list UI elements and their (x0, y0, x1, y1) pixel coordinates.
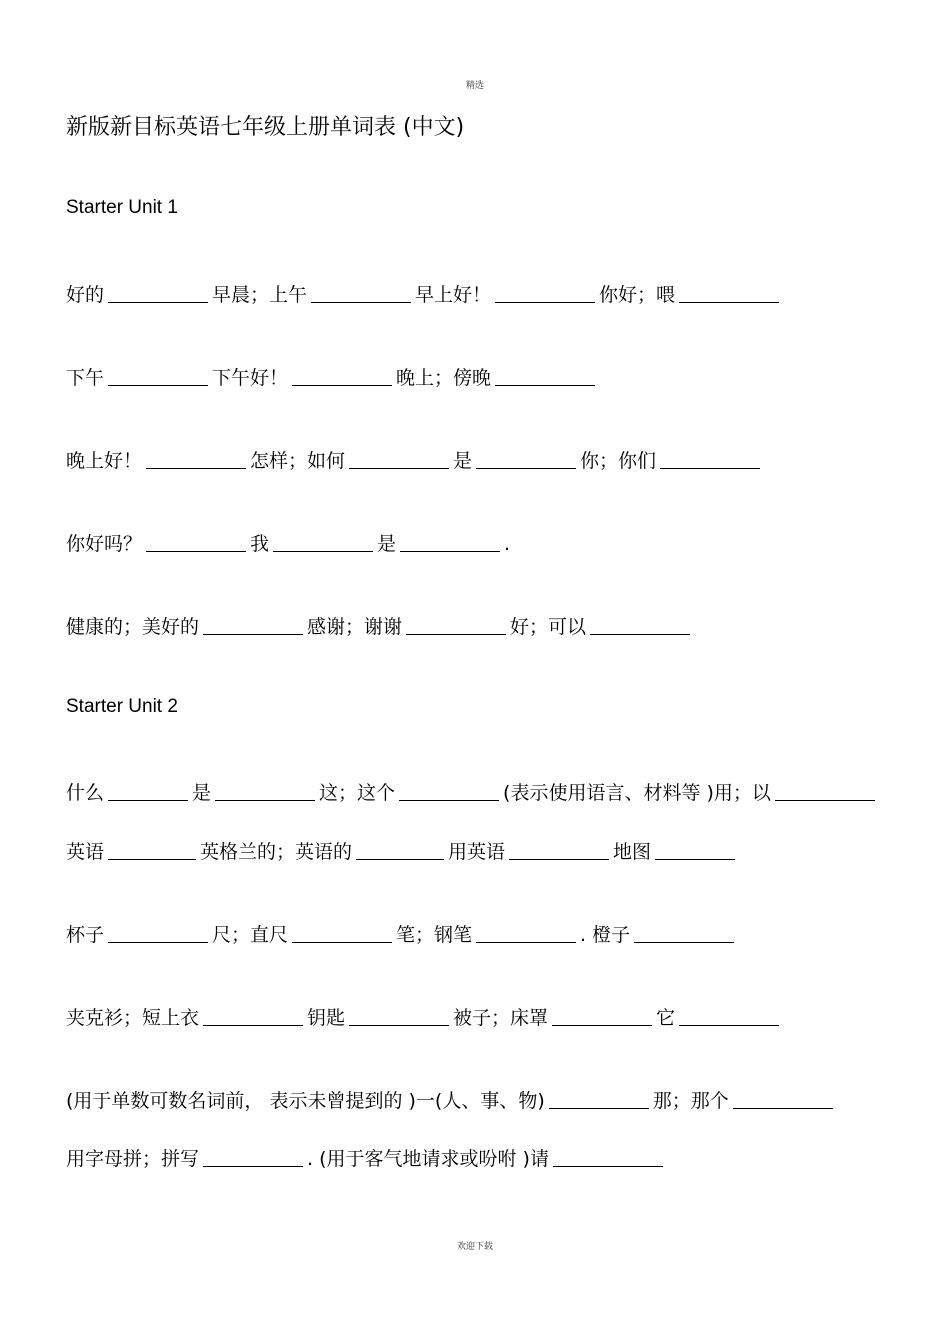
answer-blank[interactable] (146, 550, 246, 552)
vocab-line (66, 363, 599, 390)
answer-blank[interactable] (679, 1024, 779, 1026)
vocab-word: 早上好！ (415, 284, 492, 306)
answer-blank[interactable] (215, 799, 315, 801)
page-footer: 欢迎下载 (456, 1242, 493, 1252)
vocab-line (66, 837, 739, 864)
vocab-word: 用字母拼；拼写 (66, 1148, 200, 1170)
answer-blank[interactable] (509, 858, 609, 860)
vocab-line (66, 529, 510, 556)
answer-blank[interactable] (311, 301, 411, 303)
vocab-word: 笔；钢笔 (396, 924, 473, 946)
answer-blank[interactable] (679, 301, 779, 303)
vocab-word: 被子；床罩 (453, 1007, 549, 1029)
vocab-word: 好的 (66, 284, 105, 306)
vocab-word: 你；你们 (580, 450, 657, 472)
answer-blank[interactable] (552, 1024, 652, 1026)
period-mark: . (504, 533, 511, 555)
vocab-word: 钥匙 (307, 1007, 346, 1029)
vocab-line (66, 1144, 667, 1171)
answer-blank[interactable] (108, 301, 208, 303)
vocab-word: 晚上；傍晚 (396, 367, 492, 389)
vocab-word: 健康的；美好的 (66, 616, 200, 638)
page-header: 精选 (465, 81, 484, 91)
vocab-word: 夹克衫；短上衣 (66, 1007, 200, 1029)
answer-blank[interactable] (292, 941, 392, 943)
vocab-word: 下午 (66, 367, 105, 389)
answer-blank[interactable] (108, 384, 208, 386)
vocab-word: 英格兰的；英语的 (200, 841, 353, 863)
answer-blank[interactable] (356, 858, 444, 860)
answer-blank[interactable] (349, 467, 449, 469)
vocab-word: 我 (250, 533, 270, 555)
answer-blank[interactable] (203, 1024, 303, 1026)
answer-blank[interactable] (273, 550, 373, 552)
answer-blank[interactable] (476, 941, 576, 943)
answer-blank[interactable] (399, 799, 499, 801)
vocab-word: 什么 (66, 782, 105, 804)
vocab-word: 好；可以 (510, 616, 587, 638)
answer-blank[interactable] (495, 301, 595, 303)
vocab-word: 早晨；上午 (212, 284, 308, 306)
vocab-word: (用于单数可数名词前， 表示未曾提到的 )一(人、事、物) (66, 1090, 545, 1112)
vocab-word: 英语 (66, 841, 105, 863)
vocab-line (66, 612, 694, 639)
vocab-word: 尺；直尺 (212, 924, 289, 946)
vocab-word: . (用于客气地请求或吩咐 )请 (307, 1148, 549, 1170)
vocab-word: . 橙子 (580, 924, 631, 946)
vocab-word: 杯子 (66, 924, 105, 946)
answer-blank[interactable] (495, 384, 595, 386)
answer-blank[interactable] (203, 1165, 303, 1167)
answer-blank[interactable] (590, 633, 690, 635)
answer-blank[interactable] (660, 467, 760, 469)
vocab-word: 感谢；谢谢 (307, 616, 403, 638)
answer-blank[interactable] (549, 1107, 649, 1109)
vocab-line (66, 778, 879, 805)
answer-blank[interactable] (400, 550, 500, 552)
answer-blank[interactable] (349, 1024, 449, 1026)
answer-blank[interactable] (553, 1165, 663, 1167)
vocab-word: 是 (377, 533, 397, 555)
answer-blank[interactable] (292, 384, 392, 386)
vocab-word: 是 (453, 450, 473, 472)
vocab-word: 你好；喂 (599, 284, 676, 306)
vocab-line (66, 446, 764, 473)
vocab-line (66, 920, 738, 947)
vocab-word: 这；这个 (319, 782, 396, 804)
answer-blank[interactable] (108, 858, 196, 860)
vocab-word: 下午好！ (212, 367, 289, 389)
answer-blank[interactable] (406, 633, 506, 635)
vocab-word: (表示使用语言、材料等 )用；以 (503, 782, 771, 804)
answer-blank[interactable] (146, 467, 246, 469)
answer-blank[interactable] (108, 941, 208, 943)
answer-blank[interactable] (108, 799, 188, 801)
answer-blank[interactable] (733, 1107, 833, 1109)
vocab-word: 怎样；如何 (250, 450, 346, 472)
vocab-word: 你好吗？ (66, 533, 143, 555)
section-heading: Starter Unit 2 (66, 696, 178, 717)
vocab-word: 它 (656, 1007, 676, 1029)
vocab-word: 晚上好！ (66, 450, 143, 472)
vocab-word: 是 (192, 782, 212, 804)
vocab-line (66, 1086, 837, 1113)
page-title: 新版新目标英语七年级上册单词表 (中文) (66, 115, 465, 140)
vocab-line (66, 1003, 783, 1030)
answer-blank[interactable] (476, 467, 576, 469)
section-heading: Starter Unit 1 (66, 197, 178, 218)
answer-blank[interactable] (775, 799, 875, 801)
vocab-line (66, 280, 783, 307)
vocab-word: 用英语 (448, 841, 506, 863)
answer-blank[interactable] (203, 633, 303, 635)
answer-blank[interactable] (634, 941, 734, 943)
vocab-word: 那；那个 (652, 1090, 729, 1112)
vocab-word: 地图 (613, 841, 652, 863)
answer-blank[interactable] (655, 858, 735, 860)
